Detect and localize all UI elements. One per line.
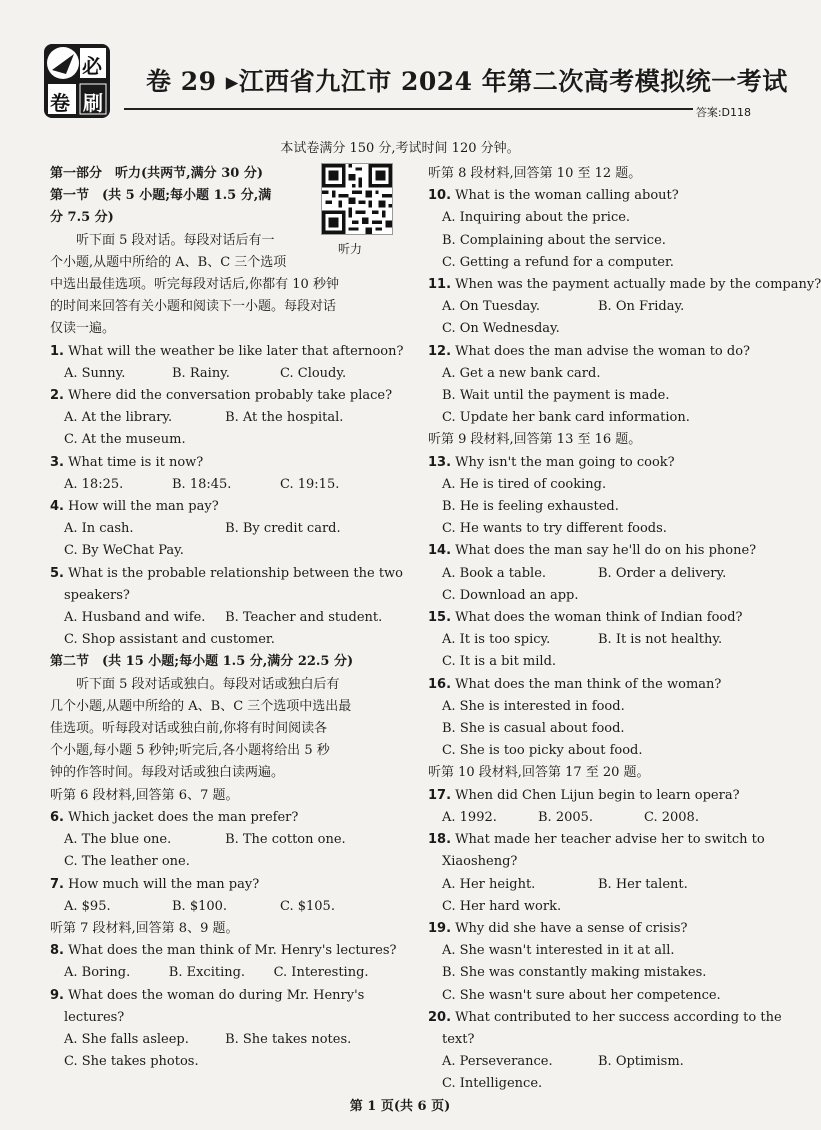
question-stem [428, 785, 768, 807]
option-row [428, 1051, 768, 1073]
answer-option[interactable]: C. By WeChat Pay. [64, 543, 184, 559]
question-text: What does the woman think of Indian food? [455, 610, 743, 626]
question-text: What does the man say he'll do on his phone? [455, 543, 757, 559]
answer-option[interactable]: C. Her hard work. [442, 898, 562, 914]
instruction-text: text? [442, 1031, 475, 1047]
answer-option[interactable]: C. Getting a refund for a computer. [442, 254, 674, 270]
question-number: 20. [428, 1009, 452, 1025]
section-heading: 分 7.5 分) [50, 210, 114, 226]
right-column [428, 163, 821, 1096]
answer-option[interactable]: C. Intelligence. [442, 1076, 543, 1092]
option-row [428, 563, 768, 585]
instruction-text: 听第 9 段材料,回答第 13 至 16 题。 [428, 432, 642, 448]
option-row [50, 1029, 390, 1051]
option-row [50, 474, 390, 496]
question-text: How much will the man pay? [68, 876, 260, 892]
question-number: 8. [50, 943, 64, 959]
answer-option[interactable]: A. She is interested in food. [442, 698, 625, 714]
answer-option[interactable]: B. Wait until the payment is made. [442, 388, 670, 404]
question-text: Why did she have a sense of crisis? [455, 920, 688, 936]
answer-option[interactable]: A. Sunny. [64, 365, 126, 381]
question-number: 17. [428, 787, 452, 803]
answer-option[interactable]: C. Cloudy. [280, 365, 347, 381]
answer-option[interactable]: A. In cash. [64, 521, 134, 537]
instruction-text: 中选出最佳选项。听完每段对话后,你都有 10 秒钟 [50, 277, 339, 293]
question-number: 1. [50, 343, 64, 359]
question-stem [428, 274, 821, 296]
option-row [428, 296, 768, 318]
question-text: What is the woman calling about? [455, 188, 679, 204]
option-row [50, 829, 390, 851]
question-stem [50, 452, 390, 474]
section-heading: 第一部分 听力(共两节,满分 30 分) [50, 166, 263, 181]
question-stem [428, 1007, 782, 1029]
question-stem [428, 540, 768, 562]
answer-option[interactable]: B. On Friday. [598, 299, 685, 315]
question-text: What will the weather be like later that afternoon? [68, 343, 404, 359]
question-stem [50, 496, 390, 518]
answer-option[interactable]: B. Order a delivery. [598, 565, 727, 581]
option-row [50, 407, 390, 429]
answer-option[interactable]: A. Book a table. [442, 565, 547, 581]
answer-option[interactable]: C. 2008. [644, 809, 699, 825]
instruction-text: Xiaosheng? [442, 854, 518, 870]
question-text: What contributed to her success according to the [455, 1009, 782, 1025]
answer-option[interactable]: C. He wants to try different foods. [442, 521, 667, 537]
question-text: What does the woman do during Mr. Henry's [68, 987, 365, 1003]
answer-option[interactable]: B. By credit card. [225, 521, 341, 537]
answer-option[interactable]: C. She takes photos. [64, 1054, 199, 1070]
logo-char-bi: 必 [82, 54, 102, 78]
option-row [50, 363, 390, 385]
answer-option[interactable]: C. Update her bank card information. [442, 410, 690, 426]
question-stem [428, 341, 768, 363]
instruction-text: lectures? [64, 1009, 125, 1025]
question-number: 7. [50, 876, 64, 892]
question-stem [428, 452, 768, 474]
answer-option[interactable]: B. He is feeling exhausted. [442, 499, 619, 515]
question-stem [50, 985, 390, 1007]
answer-option[interactable]: C. $105. [280, 898, 335, 914]
answer-option[interactable]: B. The cotton one. [225, 832, 346, 848]
question-number: 18. [428, 832, 452, 848]
answer-option[interactable]: A. 18:25. [64, 476, 124, 492]
question-text: Why isn't the man going to cook? [455, 454, 675, 470]
question-text: When did Chen Lijun begin to learn opera? [455, 787, 740, 803]
answer-option[interactable]: A. $95. [64, 898, 111, 914]
option-row [50, 607, 390, 629]
option-row [50, 896, 390, 918]
question-text: How will the man pay? [68, 499, 219, 515]
question-number: 15. [428, 610, 452, 626]
answer-option[interactable]: B. She takes notes. [225, 1031, 352, 1047]
instruction-text: 个小题,从题中所给的 A、B、C 三个选项 [50, 254, 287, 270]
option-row [428, 874, 768, 896]
question-stem [50, 940, 397, 962]
answer-option[interactable]: C. Download an app. [442, 587, 579, 603]
book-logo [44, 44, 110, 118]
answer-option[interactable]: A. Perseverance. [442, 1054, 553, 1070]
question-stem [50, 563, 404, 585]
answer-option[interactable]: C. The leather one. [64, 854, 190, 870]
answer-option[interactable]: C. At the museum. [64, 432, 186, 448]
answer-option[interactable]: A. Get a new bank card. [442, 365, 601, 381]
question-stem [50, 385, 393, 407]
question-stem [428, 607, 768, 629]
exam-info: 本试卷满分 150 分,考试时间 120 分钟。 [280, 141, 520, 156]
answer-option[interactable]: B. Complaining about the service. [442, 232, 666, 248]
header-rule [124, 108, 730, 110]
section-heading: 第一节 (共 5 小题;每小题 1.5 分,满 [50, 188, 272, 204]
answer-option[interactable]: A. At the library. [64, 410, 173, 426]
answer-option[interactable]: C. Interesting. [273, 965, 369, 981]
question-number: 13. [428, 454, 452, 470]
question-stem [428, 829, 768, 851]
instruction-text: 佳选项。听每段对话或独白前,你将有时间阅读各 [50, 721, 328, 737]
option-row [50, 962, 390, 984]
question-text: Where did the conversation probably take place? [68, 388, 393, 404]
question-text: What does the man advise the woman to do? [455, 343, 750, 359]
instruction-text: 听第 8 段材料,回答第 10 至 12 题。 [428, 166, 642, 181]
exam-title: 卷 29 ▸江西省九江市 2024 年第二次高考模拟统一考试 [146, 67, 788, 96]
option-row [428, 629, 768, 651]
answer-option[interactable]: B. Exciting. [168, 965, 246, 981]
answer-option[interactable]: B. $100. [172, 898, 228, 914]
answer-code: 答案:D118 [693, 104, 754, 120]
answer-option[interactable]: B. 18:45. [172, 476, 232, 492]
answer-option[interactable]: A. She falls asleep. [64, 1031, 189, 1047]
instruction-text: speakers? [64, 587, 130, 603]
question-number: 19. [428, 920, 452, 936]
answer-option[interactable]: C. She is too picky about food. [442, 743, 643, 759]
question-number: 3. [50, 454, 64, 470]
question-number: 5. [50, 565, 64, 581]
instruction-text: 听第 7 段材料,回答第 8、9 题。 [50, 920, 239, 936]
instruction-text: 几个小题,从题中所给的 A、B、C 三个选项中选出最 [50, 698, 352, 714]
answer-option[interactable]: A. 1992. [442, 809, 497, 825]
instruction-text: 仅读一遍。 [50, 321, 116, 337]
question-stem [50, 341, 404, 363]
answer-option[interactable]: B. Teacher and student. [225, 610, 383, 626]
question-number: 4. [50, 499, 64, 515]
answer-option[interactable]: C. On Wednesday. [442, 321, 560, 337]
instruction-text: 钟的作答时间。每段对话或独白读两遍。 [50, 765, 285, 781]
question-text: When was the payment actually made by the company? [455, 277, 821, 293]
question-text: What does the man think of Mr. Henry's lectures? [68, 943, 397, 959]
question-text: What made her teacher advise her to switch to [455, 832, 765, 848]
logo-char-shua: 刷 [83, 91, 103, 115]
question-number: 10. [428, 188, 452, 204]
question-number: 2. [50, 388, 64, 404]
question-stem [428, 185, 768, 207]
instruction-text: 听下面 5 段对话或独白。每段对话或独白后有 [76, 676, 340, 692]
answer-option[interactable]: A. On Tuesday. [442, 299, 541, 315]
question-stem [428, 918, 768, 940]
answer-option[interactable]: A. He is tired of cooking. [442, 476, 607, 492]
answer-option[interactable]: C. It is a bit mild. [442, 654, 557, 670]
answer-option[interactable]: C. She wasn't sure about her competence. [442, 987, 721, 1003]
answer-option[interactable]: C. Shop assistant and customer. [64, 632, 275, 648]
qr-label: 听力 [338, 242, 363, 256]
question-stem [50, 807, 390, 829]
answer-option[interactable]: A. She wasn't interested in it at all. [442, 943, 675, 959]
question-number: 9. [50, 987, 64, 1003]
question-number: 11. [428, 277, 452, 293]
question-text: What time is it now? [68, 454, 204, 470]
answer-option[interactable]: B. She is casual about food. [442, 721, 625, 737]
question-number: 6. [50, 809, 64, 825]
question-stem [428, 674, 768, 696]
instruction-text: 听下面 5 段对话。每段对话后有一 [76, 232, 275, 248]
question-number: 16. [428, 676, 452, 692]
option-row [50, 518, 390, 540]
section-heading: 第二节 (共 15 小题;每小题 1.5 分,满分 22.5 分) [50, 654, 354, 670]
question-text: What is the probable relationship between the two [68, 565, 404, 581]
question-stem [50, 874, 390, 896]
answer-option[interactable]: A. Boring. [64, 965, 131, 981]
answer-option[interactable]: B. She was constantly making mistakes. [442, 965, 707, 981]
left-column [50, 163, 404, 1073]
answer-option[interactable]: B. 2005. [538, 809, 594, 825]
answer-option[interactable]: A. It is too spicy. [442, 632, 551, 648]
instruction-text: 个小题,每小题 5 秒钟;听完后,各小题将给出 5 秒 [50, 743, 330, 759]
page-footer: 第 1 页(共 6 页) [349, 1099, 451, 1114]
answer-option[interactable]: A. Her height. [442, 876, 536, 892]
answer-option[interactable]: B. Optimism. [598, 1054, 684, 1070]
answer-option[interactable]: C. 19:15. [280, 476, 340, 492]
question-number: 14. [428, 543, 452, 559]
logo-char-juan: 卷 [50, 91, 70, 115]
answer-option[interactable]: B. Her talent. [598, 876, 688, 892]
question-number: 12. [428, 343, 452, 359]
answer-option[interactable]: A. Husband and wife. [64, 610, 206, 626]
instruction-text: 的时间来回答有关小题和阅读下一小题。每段对话 [50, 299, 337, 315]
question-text: What does the man think of the woman? [455, 676, 722, 692]
answer-option[interactable]: B. It is not healthy. [598, 632, 723, 648]
answer-option[interactable]: B. At the hospital. [225, 410, 344, 426]
instruction-text: 听第 10 段材料,回答第 17 至 20 题。 [428, 765, 650, 781]
instruction-text: 听第 6 段材料,回答第 6、7 题。 [50, 787, 239, 803]
option-row [428, 807, 768, 829]
answer-option[interactable]: A. Inquiring about the price. [442, 210, 631, 226]
question-text: Which jacket does the man prefer? [68, 809, 299, 825]
answer-option[interactable]: A. The blue one. [64, 832, 172, 848]
answer-option[interactable]: B. Rainy. [172, 365, 230, 381]
